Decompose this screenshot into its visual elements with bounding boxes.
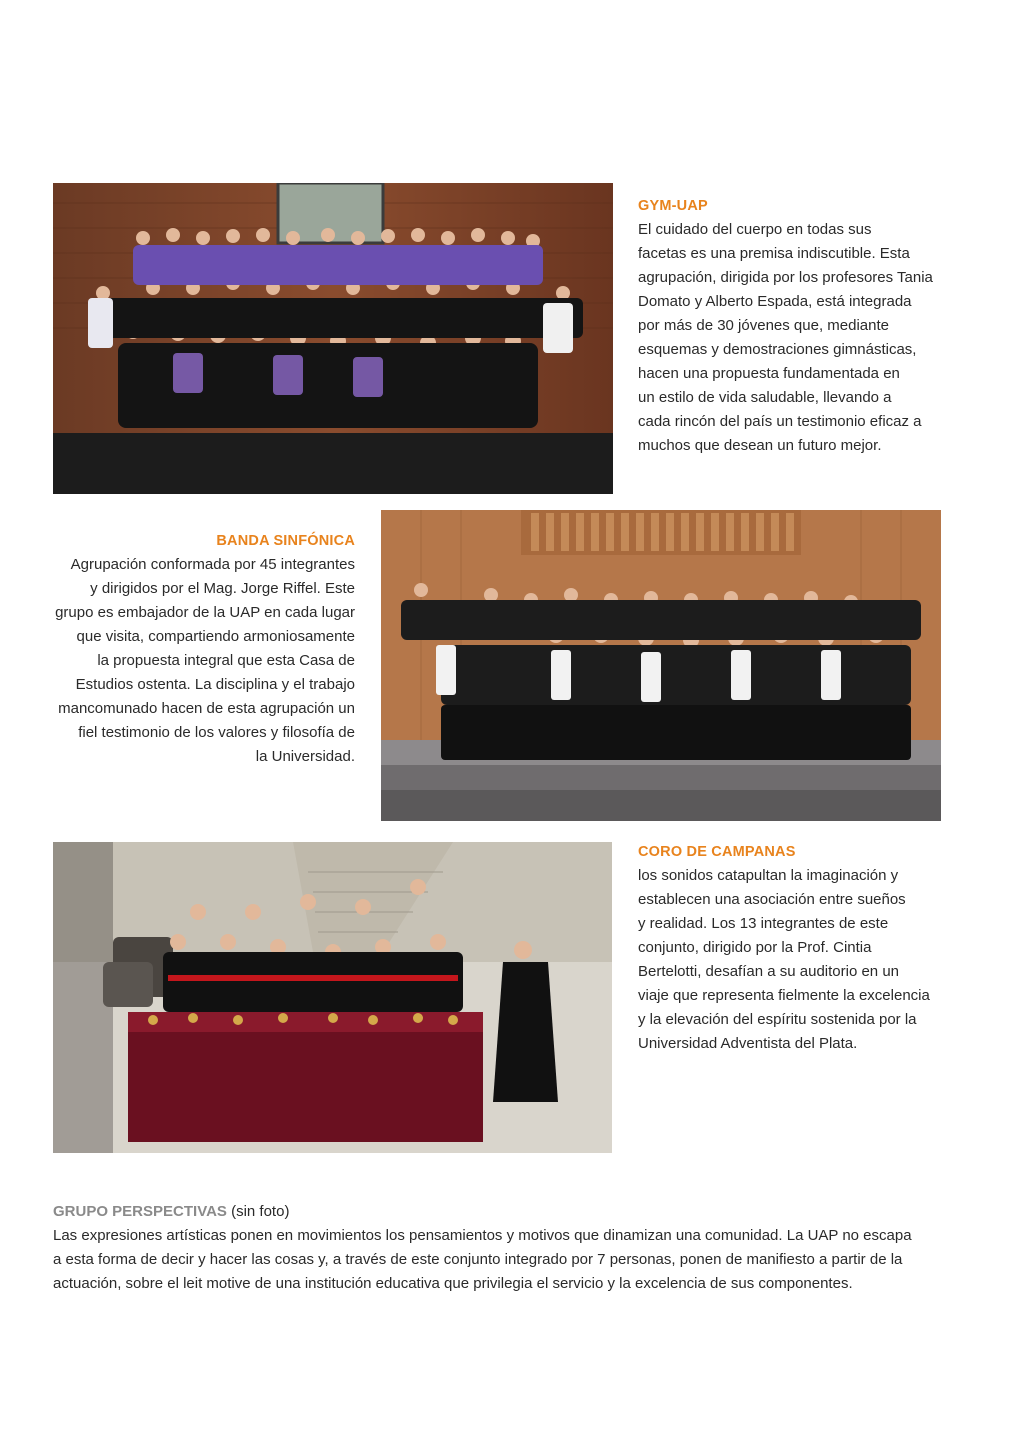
coro-de-campanas-line: Bertelotti, desafían a su auditorio en un (638, 963, 900, 980)
banda-sinfonica-photo (381, 510, 941, 821)
coro-de-campanas-line: y realidad. Los 13 integrantes de este (638, 915, 889, 932)
coro-de-campanas-line: Universidad Adventista del Plata. (638, 1035, 858, 1052)
banda-sinfonica-section (40, 529, 355, 769)
banda-sinfonica-line: mancomunado hacen de esta agrupación un (58, 700, 355, 717)
gym-uap-section (638, 194, 958, 458)
banda-sinfonica-line: que visita, compartiendo armoniosamente (76, 628, 355, 645)
gym-uap-line: hacen una propuesta fundamentada en (638, 365, 900, 382)
gym-uap-line: esquemas y demostraciones gimnásticas, (638, 341, 917, 358)
gym-uap-line: un estilo de vida saludable, llevando a (638, 389, 892, 406)
gym-uap-line: facetas es una premisa indiscutible. Esta (638, 245, 910, 262)
grupo-perspectivas-line: a esta forma de decir y hacer las cosas y, a través de este conjunto integrado por 7 personas, ponen de manifiesto a partir de la (53, 1251, 903, 1268)
gym-uap-line: agrupación, dirigida por los profesores Tania (638, 269, 933, 286)
grupo-perspectivas-section (53, 1200, 953, 1296)
banda-sinfonica-heading: BANDA SINFÓNICA (216, 533, 355, 549)
gym-uap-line: El cuidado del cuerpo en todas sus (638, 221, 872, 238)
coro-de-campanas-line: conjunto, dirigido por la Prof. Cintia (638, 939, 872, 956)
coro-de-campanas-line: establecen una asociación entre sueños (638, 891, 906, 908)
gym-uap-line: muchos que desean un futuro mejor. (638, 437, 882, 454)
gym-uap-photo (53, 183, 613, 494)
gym-uap-heading: GYM-UAP (638, 198, 708, 214)
gym-uap-line: Domato y Alberto Espada, está integrada (638, 293, 912, 310)
banda-sinfonica-line: y dirigidos por el Mag. Jorge Riffel. Este (90, 580, 355, 597)
coro-de-campanas-line: viaje que representa fielmente la excelencia (638, 987, 930, 1004)
banda-sinfonica-line: Estudios ostenta. La disciplina y el trabajo (75, 676, 355, 693)
coro-de-campanas-line: los sonidos catapultan la imaginación y (638, 867, 899, 884)
banda-sinfonica-line: la Universidad. (255, 748, 355, 765)
gym-uap-line: por más de 30 jóvenes que, mediante (638, 317, 889, 334)
coro-de-campanas-photo (53, 842, 612, 1153)
grupo-perspectivas-title-line (53, 1200, 953, 1224)
grupo-perspectivas-line: Las expresiones artísticas ponen en movimientos los pensamientos y motivos que dinamizan una comunidad. La UAP no escapa (53, 1227, 912, 1244)
coro-de-campanas-section (638, 840, 958, 1056)
coro-de-campanas-line: y la elevación del espíritu sostenida por la (638, 1011, 917, 1028)
banda-sinfonica-line: fiel testimonio de los valores y filosofía de (78, 724, 355, 741)
gym-uap-photo-graphic (53, 183, 613, 494)
banda-sinfonica-line: grupo es embajador de la UAP en cada lugar (55, 604, 355, 621)
gym-uap-line: cada rincón del país un testimonio eficaz a (638, 413, 922, 430)
banda-sinfonica-line: Agrupación conformada por 45 integrantes (70, 556, 355, 573)
banda-sinfonica-photo-graphic (381, 510, 941, 821)
coro-de-campanas-heading: CORO DE CAMPANAS (638, 844, 796, 860)
banda-sinfonica-line: la propuesta integral que esta Casa de (97, 652, 355, 669)
grupo-perspectivas-line: actuación, sobre el leit motive de una institución educativa que privilegia el servicio y la excelencia de sus componentes. (53, 1275, 853, 1292)
grupo-perspectivas-heading: GRUPO PERSPECTIVAS (53, 1203, 227, 1220)
coro-de-campanas-photo-graphic (53, 842, 612, 1153)
grupo-perspectivas-note: (sin foto) (226, 1203, 290, 1220)
